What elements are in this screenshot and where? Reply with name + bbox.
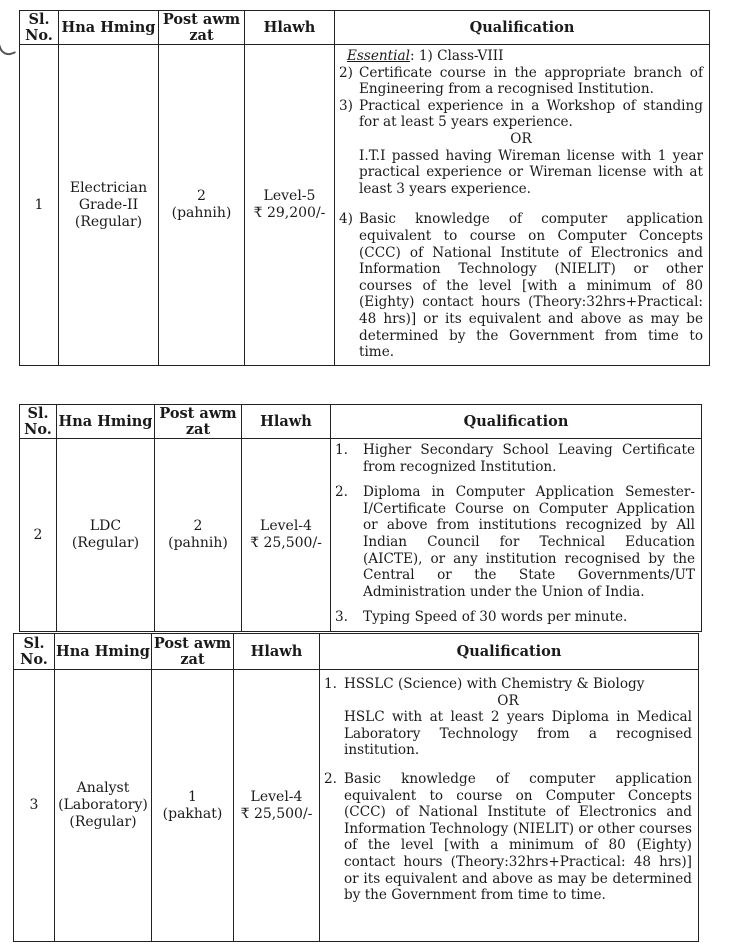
header-sl: Sl. No. <box>20 11 59 45</box>
post-table-2 <box>19 404 702 632</box>
header-row <box>20 11 710 45</box>
pay-level: Level-4 ₹ 25,500/- <box>234 670 320 942</box>
alternative-qualification: I.T.I passed having Wireman license with 1 year practical experience or Wireman license with at least 3 years experience. <box>359 147 703 197</box>
table-row <box>20 439 702 632</box>
header-row <box>14 634 699 670</box>
qualification-item: 2) Certificate course in the appropriate branch of Engineering from a recognised Institution. <box>339 64 703 98</box>
qualification-item: 1. Higher Secondary School Leaving Certificate from recognized Institution. <box>335 442 695 475</box>
qualification-item: 3. Typing Speed of 30 words per minute. <box>335 609 628 626</box>
or-separator: OR <box>510 130 532 147</box>
pay-level: Level-5 ₹ 29,200/- <box>245 45 335 366</box>
pay-level: Level-4 ₹ 25,500/- <box>242 439 331 632</box>
essential-line: Essential: 1) Class-VIII <box>347 48 504 64</box>
qualification-cell <box>335 45 710 366</box>
header-qualification: Qualification <box>335 11 710 45</box>
qualification-item: 4) Basic knowledge of computer application equivalent to course on Computer Concepts (CCC) of National Institute of Electronics and Information Technology (NIELIT) or other courses of the level [with a minimum of 80 (Eighty) contact hours (Theory:32hrs+Practical: 48 hrs)] or its equivalent and above as may be determined by the Government from time to time. <box>339 211 703 361</box>
scan-mark <box>0 40 16 58</box>
qualification-item: 2. Diploma in Computer Application Semester-I/Certificate Course on Computer Application or above from institutions recognized by All Indian Council for Technical Education (AICTE), or any institution recognised by the Central or the State Governments/UT Administration under the Union of India. <box>335 484 695 600</box>
header-sl: Sl. No. <box>14 634 55 670</box>
header-posts: Post awm zat <box>159 11 245 45</box>
header-posts: Post awm zat <box>152 634 234 670</box>
header-posts: Post awm zat <box>155 405 242 439</box>
qualification-cell <box>320 670 699 942</box>
header-name: Hna Hming <box>59 11 159 45</box>
post-name: Analyst (Laboratory) (Regular) <box>55 670 152 942</box>
qualification-item: 1. HSSLC (Science) with Chemistry & Biology <box>324 676 645 692</box>
header-name: Hna Hming <box>57 405 155 439</box>
post-count: 2 (pahnih) <box>155 439 242 632</box>
sl-no: 2 <box>20 439 57 632</box>
post-count: 1 (pakhat) <box>152 670 234 942</box>
header-qualification: Qualification <box>320 634 699 670</box>
header-sl: Sl. No. <box>20 405 57 439</box>
header-pay: Hlawh <box>234 634 320 670</box>
qualification-cell <box>331 439 702 632</box>
header-name: Hna Hming <box>55 634 152 670</box>
qualification-item: 3) Practical experience in a Workshop of standing for at least 5 years experience. <box>339 97 703 131</box>
table-row <box>14 670 699 942</box>
post-name: Electrician Grade-II (Regular) <box>59 45 159 366</box>
sl-no: 3 <box>14 670 55 942</box>
alternative-qualification: HSLC with at least 2 years Diploma in Medical Laboratory Technology from a recognised institution. <box>344 709 692 759</box>
header-row <box>20 405 702 439</box>
post-table-1 <box>19 10 710 366</box>
header-pay: Hlawh <box>245 11 335 45</box>
sl-no: 1 <box>20 45 59 366</box>
qualification-item: 2. Basic knowledge of computer application equivalent to course on Computer Concepts (CCC) of National Institute of Electronics and Information Technology (NIELIT) or other courses of the level [with a minimum of 80 (Eighty) contact hours (Theory:32hrs+Practical: 48 hrs)] or its equivalent and above as may be determined by the Government from time to time. <box>324 770 692 904</box>
table-row <box>20 45 710 366</box>
header-pay: Hlawh <box>242 405 331 439</box>
post-name: LDC (Regular) <box>57 439 155 632</box>
post-count: 2 (pahnih) <box>159 45 245 366</box>
post-table-3 <box>13 633 699 942</box>
header-qualification: Qualification <box>331 405 702 439</box>
or-separator: OR <box>497 692 519 709</box>
